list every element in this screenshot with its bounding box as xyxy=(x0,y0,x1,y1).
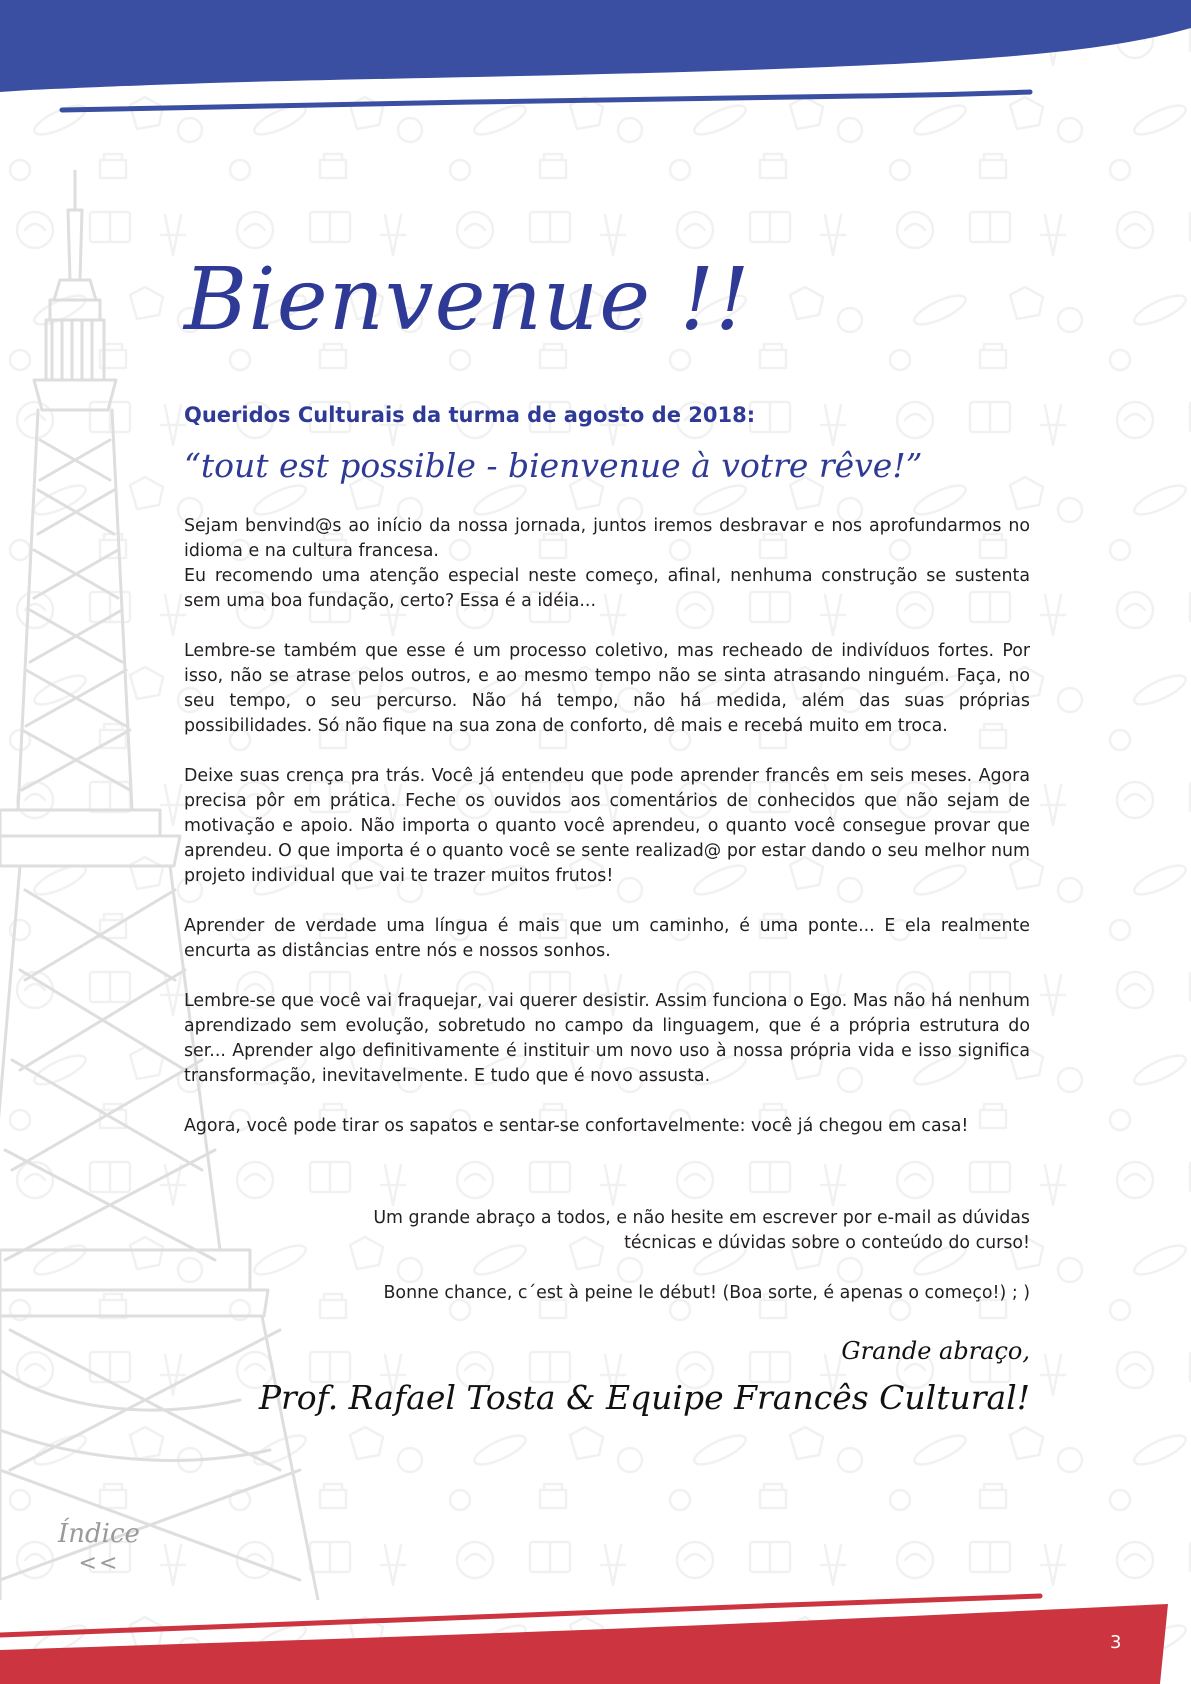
closing-line: Bonne chance, c´est à peine le début! (Boa sorte, é apenas o começo!) ; ) xyxy=(383,1283,1030,1303)
footer-brush-band xyxy=(0,1580,1191,1684)
closing-line: técnicas e dúvidas sobre o conteúdo do curso! xyxy=(624,1233,1030,1253)
paragraph: Lembre-se que você vai fraquejar, vai querer desistir. Assim funciona o Ego. Mas não há nenhum aprendizado sem evolução, sobretudo no campo da linguagem, que é a própria estrutura do ser... Aprender algo definitivamente é instituir um novo uso à nossa própria vida e isso significa transformação, inevitavelmente. E tudo que é novo assusta. xyxy=(184,991,1030,1086)
signature-greeting: Grande abraço, xyxy=(841,1337,1030,1365)
signature-name: Prof. Rafael Tosta & Equipe Francês Cultural! xyxy=(258,1378,1030,1417)
french-quote: “tout est possible - bienvenue à votre rêve!” xyxy=(184,446,923,485)
paragraph: Agora, você pode tirar os sapatos e sentar-se confortavelmente: você já chegou em casa! xyxy=(184,1116,969,1136)
footer-brush-fill xyxy=(0,1604,1168,1684)
page-number: 3 xyxy=(1110,1632,1122,1653)
header-brush-fill xyxy=(0,0,1191,92)
closing-remarks xyxy=(184,1206,1030,1331)
paragraph: Lembre-se também que esse é um processo coletivo, mas recheado de indivíduos fortes. Por isso, não se atrase pelos outros, e ao mesmo tempo não se sinta atrasando ninguém. Faça, no seu tempo, o seu percurso. Não há tempo, não há medida, além das suas próprias possibilidades. Só não fique na sua zona de conforto, dê mais e recebá muito em troca. xyxy=(184,641,1030,736)
paragraph: Eu recomendo uma atenção especial neste começo, afinal, nenhuma construção se sustenta sem uma boa fundação, certo? Essa é a idéia... xyxy=(184,566,1030,611)
back-arrows-icon: << xyxy=(78,1551,120,1576)
letter-body xyxy=(184,514,1030,1164)
header-brush-stroke xyxy=(62,92,1030,110)
greeting-subtitle: Queridos Culturais da turma de agosto de 2018: xyxy=(184,403,756,427)
header-brush-band xyxy=(0,0,1191,120)
index-link[interactable] xyxy=(58,1519,140,1579)
paragraph: Deixe suas crença pra trás. Você já entendeu que pode aprender francês em seis meses. Agora precisa pôr em prática. Feche os ouvidos aos comentários de conhecidos que não sejam de motivação e apoio. Não importa o quanto você aprendeu, o quanto você consegue provar que aprendeu. O que importa é o quanto você se sente realizad@ por estar dando o seu melhor num projeto individual que vai te trazer muitos frutos! xyxy=(184,766,1030,886)
paragraph: Aprender de verdade uma língua é mais que um caminho, é uma ponte... E ela realmente encurta as distâncias entre nós e nossos sonhos. xyxy=(184,916,1030,961)
page-title: Bienvenue !! xyxy=(184,250,751,350)
closing-line: Um grande abraço a todos, e não hesite em escrever por e-mail as dúvidas xyxy=(373,1208,1030,1228)
paragraph: Sejam benvind@s ao início da nossa jornada, juntos iremos desbravar e nos aprofundarmos no idioma e na cultura francesa. xyxy=(184,516,1030,561)
index-label: Índice xyxy=(58,1519,140,1549)
